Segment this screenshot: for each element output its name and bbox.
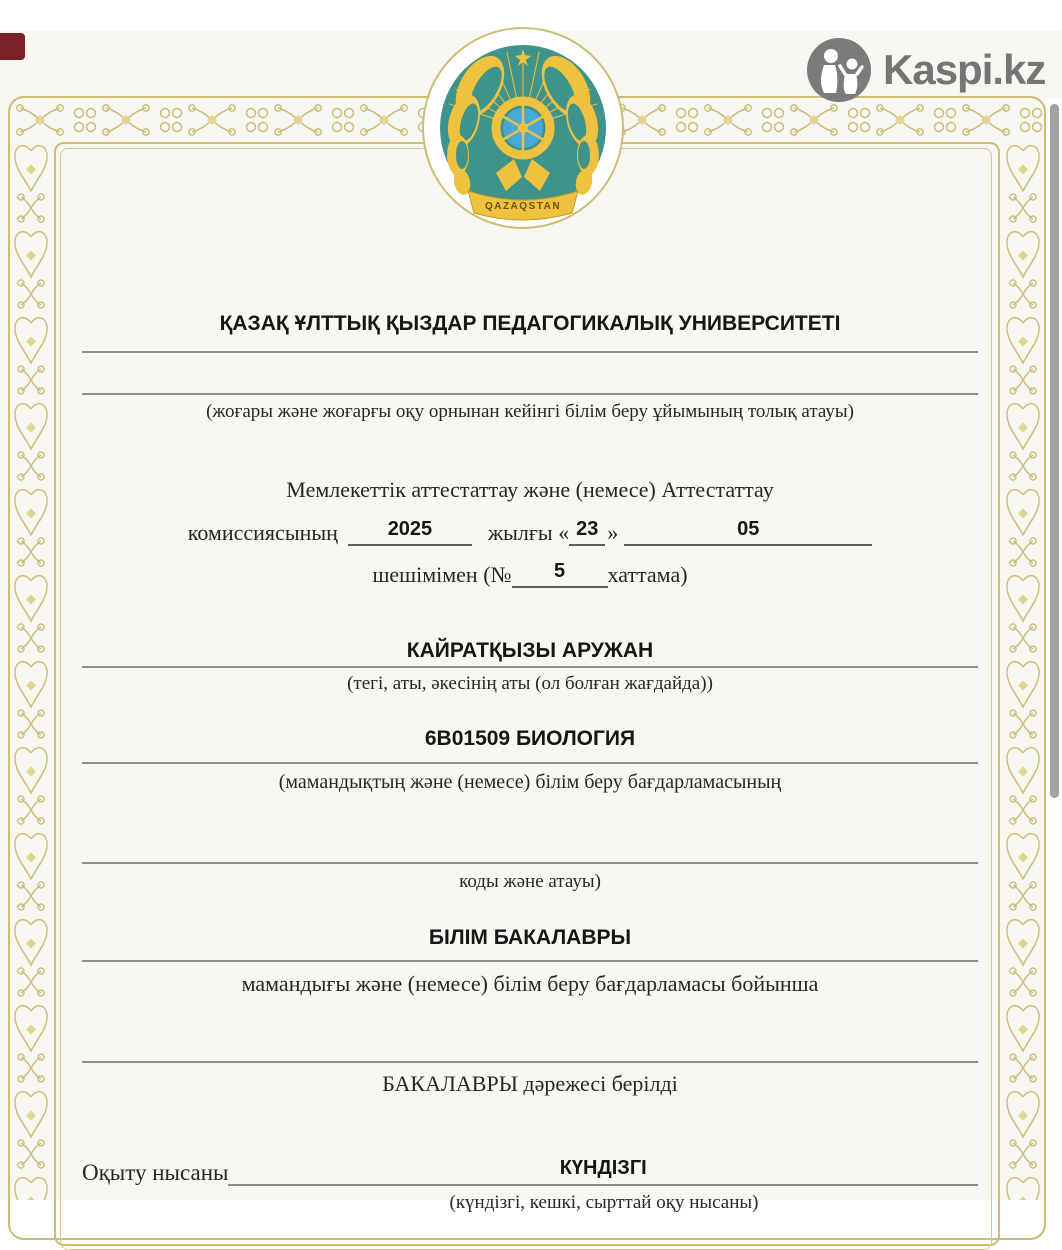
page-corner-marker <box>0 33 25 60</box>
study-form-label: Оқыту нысаны <box>82 1160 229 1185</box>
rule-code <box>82 862 978 864</box>
holder-name: КАЙРАТҚЫЗЫ АРУЖАН <box>406 639 654 662</box>
rule-university <box>82 351 978 353</box>
rule-degree <box>82 960 978 962</box>
specialty-code: 6В01509 БИОЛОГИЯ <box>424 727 636 750</box>
study-form-field: КҮНДІЗГІ <box>228 1152 978 1186</box>
protocol-field: 5 <box>512 556 608 588</box>
kaspi-logo-text: Kaspi.kz <box>883 46 1046 93</box>
protocol-row <box>82 556 978 588</box>
year-field: 2025 <box>348 514 472 546</box>
commission-line: Мемлекеттік аттестаттау және (немесе) Аттестаттау <box>286 477 774 502</box>
study-form-row <box>82 1152 978 1186</box>
year-suffix: жылғы « <box>487 520 570 545</box>
frame-ornament-left <box>11 139 51 1200</box>
scrollbar-thumb[interactable] <box>1050 104 1059 798</box>
emblem-banner-text: QAZAQSTAN <box>484 201 562 212</box>
rule-holder <box>82 666 978 668</box>
decision-suffix: хаттама) <box>607 562 688 587</box>
degree-caption: мамандығы және (немесе) білім беру бағдарламасы бойынша <box>241 971 819 996</box>
decision-prefix: шешімімен (№ <box>372 562 512 587</box>
month-field: 05 <box>624 514 872 546</box>
rule-specialty <box>82 762 978 764</box>
quote-close: » <box>607 520 619 545</box>
degree-field: БІЛІМ БАКАЛАВРЫ <box>428 926 632 949</box>
kaspi-logo-icon <box>805 36 873 104</box>
specialty-caption: (мамандықтың және (немесе) білім беру бағдарламасының <box>278 771 782 793</box>
frame-ornament-right <box>1003 139 1043 1200</box>
holder-caption: (тегі, аты, әкесінің аты (ол болған жағдайда)) <box>347 673 713 694</box>
emblem-shanyrak <box>496 101 550 155</box>
specialty-caption-2: коды және атауы) <box>459 871 601 892</box>
commission-date-row <box>82 514 978 546</box>
university-caption: (жоғары және жоғарғы оқу орнынан кейінгі білім беру ұйымының толық атауы) <box>206 401 854 422</box>
university-name: ҚАЗАҚ ҰЛТТЫҚ ҚЫЗДАР ПЕДАГОГИКАЛЫҚ УНИВЕРСИТЕТІ <box>219 312 841 335</box>
study-form-caption: (күндізгі, кешкі, сырттай оқу нысаны) <box>449 1192 759 1213</box>
rule-university-2 <box>82 393 978 395</box>
kazakhstan-coat-of-arms <box>417 25 629 231</box>
award-line: БАКАЛАВРЫ дәрежесі берілді <box>382 1071 678 1096</box>
rule-award <box>82 1061 978 1063</box>
day-field: 23 <box>569 514 605 546</box>
commission-prefix: комиссиясының <box>187 520 338 545</box>
kaspi-logo <box>805 36 1045 104</box>
